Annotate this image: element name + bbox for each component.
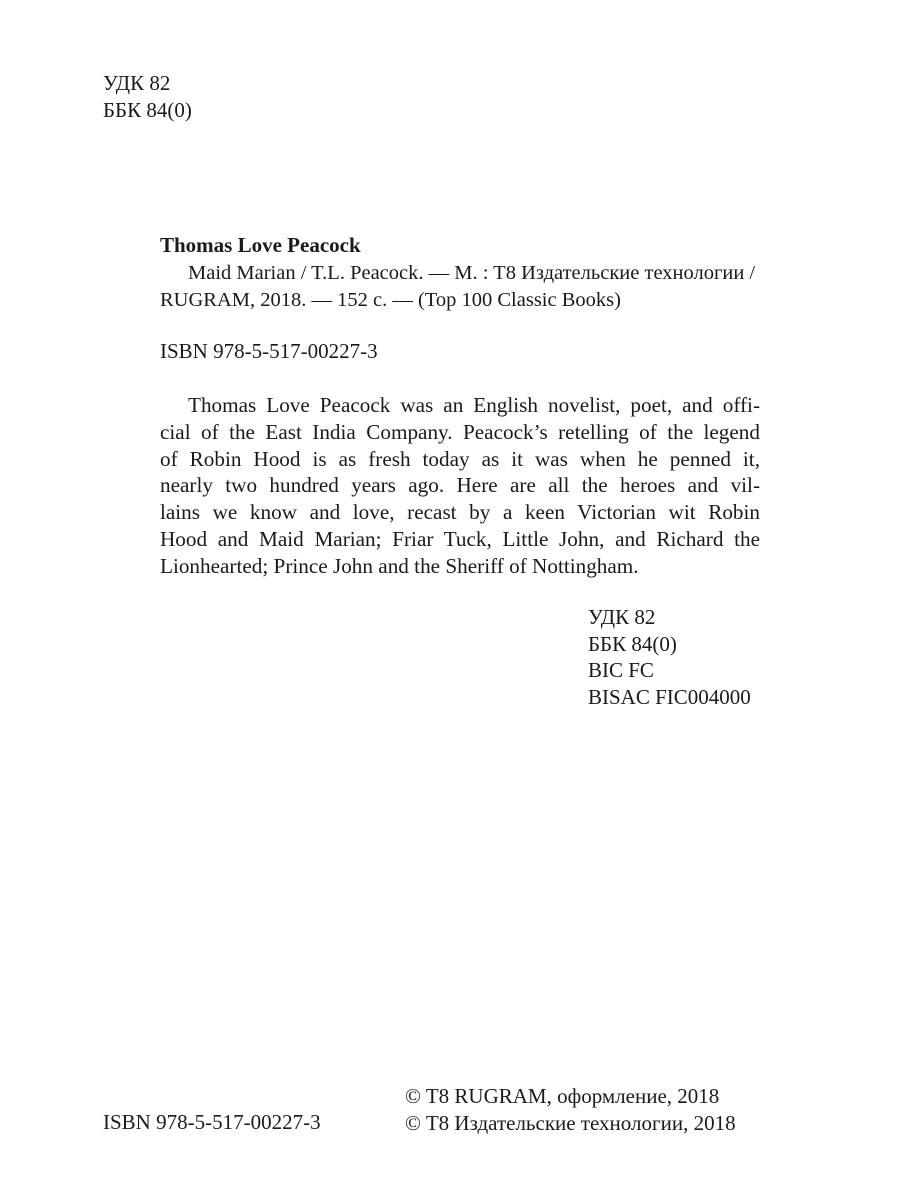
annotation-paragraph bbox=[160, 392, 760, 580]
footer-isbn: ISBN 978-5-517-00227-3 bbox=[103, 1110, 321, 1134]
annotation-line: nearly two hundred years ago. Here are all the heroes and vil- bbox=[160, 473, 760, 498]
bibliographic-record bbox=[160, 260, 760, 313]
bibliographic-line: RUGRAM, 2018. — 152 с. — (Top 100 Classic Books) bbox=[160, 288, 621, 311]
udk-code: УДК 82 bbox=[103, 71, 171, 95]
annotation-line: Hood and Maid Marian; Friar Tuck, Little John, and Richard the bbox=[160, 526, 760, 551]
copyright-notices bbox=[405, 1083, 736, 1136]
annotation-line: Thomas Love Peacock was an English novelist, poet, and offi- bbox=[188, 393, 760, 417]
bbk-code: ББК 84(0) bbox=[588, 631, 677, 656]
bbk-code: ББК 84(0) bbox=[103, 97, 192, 122]
annotation-line: cial of the East India Company. Peacock’s retelling of the legend bbox=[160, 419, 760, 444]
annotation-line: Lionhearted; Prince John and the Sheriff of Nottingham. bbox=[160, 553, 639, 578]
top-classification-codes bbox=[103, 70, 192, 123]
bic-code: BIC FC bbox=[588, 658, 654, 682]
bibliographic-line: Maid Marian / T.L. Peacock. — M. : T8 Издательские технологии / bbox=[188, 262, 756, 284]
annotation-line: lains we know and love, recast by a keen Victorian wit Robin bbox=[160, 500, 760, 525]
author-heading: Thomas Love Peacock bbox=[160, 233, 361, 257]
classification-codes bbox=[588, 604, 751, 710]
annotation-line: of Robin Hood is as fresh today as it was when he penned it, bbox=[160, 446, 760, 471]
bisac-code: BISAC FIC004000 bbox=[588, 684, 751, 709]
udk-code: УДК 82 bbox=[588, 605, 656, 629]
copyright-line: © T8 RUGRAM, оформление, 2018 bbox=[405, 1084, 720, 1108]
copyright-line: © T8 Издательские технологии, 2018 bbox=[405, 1110, 736, 1135]
isbn: ISBN 978-5-517-00227-3 bbox=[160, 339, 378, 363]
